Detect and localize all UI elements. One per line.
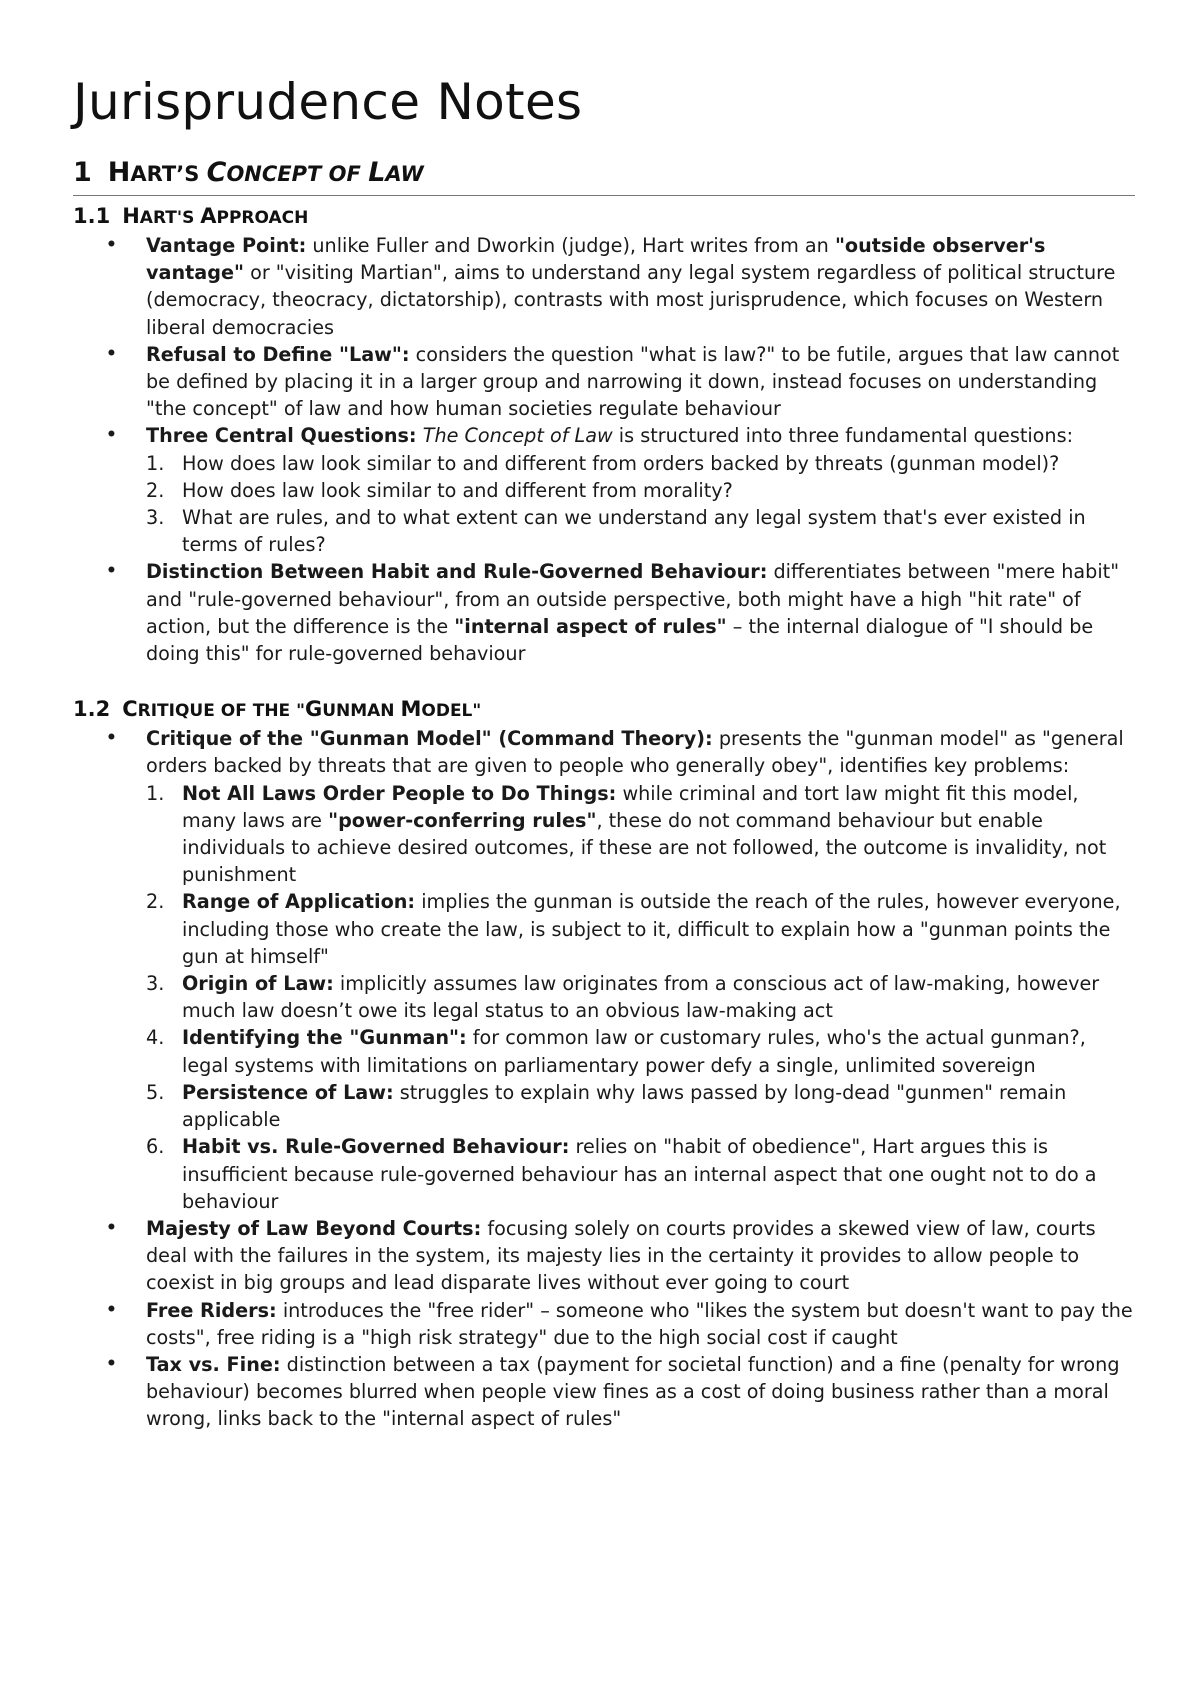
gunman-critique-list: [73, 725, 1135, 1432]
central-questions-list: [146, 450, 1135, 559]
list-item-habit-vs-rule: • Distinction Between Habit and Rule-Governed Behaviour: differentiates between "mere habit" and "rule-governed behaviour", from an outside perspective, both might have a high "hit rate" of action, but the difference is the "internal aspect of rules" – the internal dialogue of "I should be doing this" for rule-governed behaviour: [106, 560, 1120, 666]
problem-item: 2. Range of Application: implies the gunman is outside the reach of the rules, however everyone, including those who create the law, is subject to it, difficult to explain how a "gunman points the gun at himself": [146, 890, 1121, 968]
bullet-icon: •: [106, 561, 117, 582]
bullet-icon: •: [106, 728, 117, 749]
question-item: 1. How does law look similar to and different from orders backed by threats (gunman model)?: [146, 451, 1060, 475]
list-item-refusal-to-define-law: • Refusal to Define "Law": considers the question "what is law?" to be futile, argues that law cannot be defined by placing it in a larger group and narrowing it down, instead focuses on understanding "the concept" of law and how human societies regulate behaviour: [106, 342, 1120, 421]
bullet-icon: •: [106, 235, 117, 255]
subsection-heading-harts-approach: 1.1 HART'S APPROACH: [73, 204, 309, 228]
question-item: 3. What are rules, and to what extent can we understand any legal system that's ever existed in terms of rules?: [146, 506, 1086, 557]
question-item: 2. How does law look similar to and different from morality?: [146, 478, 733, 502]
bullet-icon: •: [106, 1299, 117, 1320]
subsection-heading-critique-gunman-model: 1.2 CRITIQUE OF THE "GUNMAN MODEL": [73, 697, 482, 722]
document-page: [73, 70, 1135, 1433]
section-heading-harts-concept-of-law: 1 HART’S CONCEPT OF LAW: [73, 154, 1135, 196]
problem-item: 1. Not All Laws Order People to Do Things: while criminal and tort law might fit this model, many laws are "power-conferring rules", these do not command behaviour but enable individuals to achieve desired outcomes, if these are not followed, the outcome is invalidity, not punishment: [146, 781, 1107, 887]
problem-item: 6. Habit vs. Rule-Governed Behaviour: relies on "habit of obedience", Hart argues this is insufficient because rule-governed behaviour has an internal aspect that one ought not to do a behaviour: [146, 1135, 1097, 1213]
key-problems-list: [146, 780, 1135, 1215]
list-item-three-central-questions: • Three Central Questions: The Concept of Law is structured into three fundamental questions: 1. How does law look similar to and different from orders backed by threats (gunman model)? 2. How does law look similar to and different from morality? 3. What are rules, and to what extent can we understand any legal system that's ever existed in terms of rules?: [73, 422, 1135, 558]
problem-item: 4. Identifying the "Gunman": for common law or customary rules, who's the actual gunman?, legal systems with limitations on parliamentary power defy a single, unlimited sovereign: [146, 1026, 1086, 1077]
problem-item: 3. Origin of Law: implicitly assumes law originates from a conscious act of law-making, however much law doesn’t owe its legal status to an obvious law-making act: [146, 972, 1100, 1023]
list-item-critique-command-theory: • Critique of the "Gunman Model" (Command Theory): presents the "gunman model" as "general orders backed by threats that are given to people who generally obey", identifies key problems: 1. Not All Laws Order People to Do Things: while criminal and tort law might fit this model, many laws are "power-conferring rules", these do not command behaviour but enable individuals to achieve desired outcomes, if these are not followed, the outcome is invalidity, not punishment 2. Range of Application: implies the gunman is outside the reach of the rules, however everyone, including those who create the law, is subject to it, difficult to explain how a "gunman points the gun at himself" 3. Origin of Law: implicitly assumes law originates from a conscious act of law-making, however much law doesn’t owe its legal status to an obvious law-making act 4. Identifying the "Gunman": for common law or customary rules, who's the actual gunman?, legal systems with limitations on parliamentary power defy a single, unlimited sovereign 5. Persistence of Law: struggles to explain why laws passed by long-dead "gunmen" remain applicable 6. Habit vs. Rule-Governed Behaviour: relies on "habit of obedience", Hart argues this is insufficient because rule-governed behaviour has an internal aspect that one ought not to do a behaviour: [73, 725, 1135, 1215]
harts-approach-list: [73, 232, 1135, 667]
list-item-vantage-point: • Vantage Point: unlike Fuller and Dworkin (judge), Hart writes from an "outside observer's vantage" or "visiting Martian", aims to understand any legal system regardless of political structure (democracy, theocracy, dictatorship), contrasts with most jurisprudence, which focuses on Western liberal democracies: [106, 234, 1116, 339]
list-item-tax-vs-fine: • Tax vs. Fine: distinction between a tax (payment for societal function) and a fine (penalty for wrong behaviour) becomes blurred when people view fines as a cost of doing business rather than a moral wrong, links back to the "internal aspect of rules": [106, 1352, 1120, 1431]
section-number: 1: [73, 157, 92, 188]
bullet-icon: •: [106, 1353, 117, 1374]
document-title: Jurisprudence Notes: [73, 73, 583, 131]
problem-item: 5. Persistence of Law: struggles to explain why laws passed by long-dead "gunmen" remain applicable: [146, 1080, 1067, 1132]
list-item-majesty-of-law: • Majesty of Law Beyond Courts: focusing solely on courts provides a skewed view of law, courts deal with the failures in the system, its majesty lies in the certainty it provides to allow people to coexist in big groups and lead disparate lives without ever going to court: [106, 1216, 1096, 1295]
bullet-icon: •: [106, 1217, 117, 1238]
list-item-free-riders: • Free Riders: introduces the "free rider" – someone who "likes the system but doesn't want to pay the costs", free riding is a "high risk strategy" due to the high social cost if caught: [106, 1298, 1133, 1349]
bullet-icon: •: [106, 343, 117, 364]
bullet-icon: •: [106, 425, 117, 446]
